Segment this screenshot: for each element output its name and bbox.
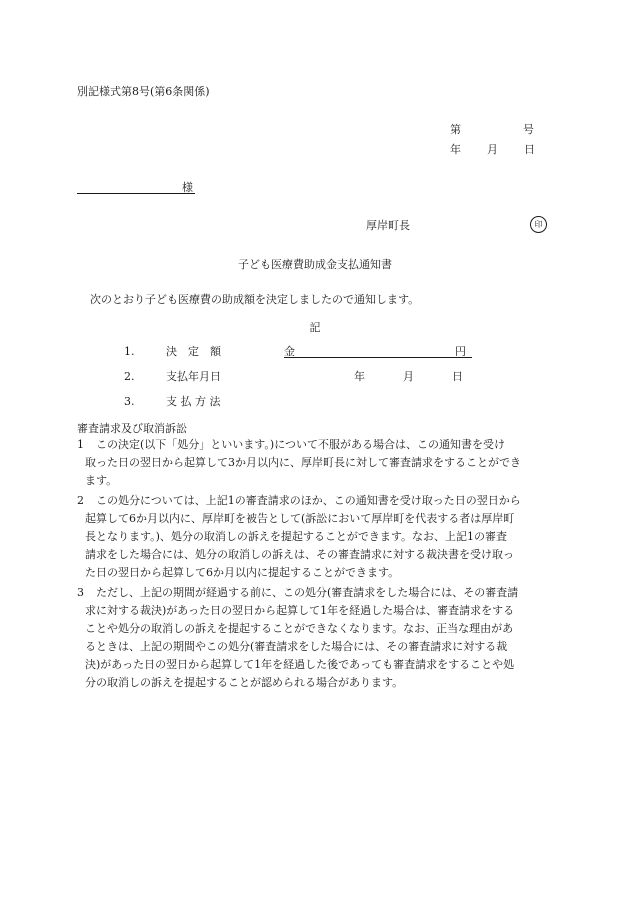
appeal-paragraph-1 (77, 436, 557, 490)
item-2-number: 2. (124, 370, 135, 383)
amount-en: 円 (455, 345, 466, 358)
item-3-label: 支 払 方 法 (166, 395, 221, 408)
issue-date-year: 年 (450, 143, 461, 156)
paragraph-1-line-3: ます。 (85, 474, 118, 487)
payment-day: 日 (452, 370, 463, 383)
document-title: 子ども医療費助成金支払通知書 (238, 258, 392, 271)
item-1-number: 1. (124, 345, 135, 358)
paragraph-2-line-1: この処分については、上記1の審査請求のほか、この通知書を受け取った日の翌日から (85, 494, 521, 507)
addressee-suffix: 様 (182, 181, 193, 194)
intro-text: 次のとおり子ども医療費の助成額を決定しましたので通知します。 (90, 293, 420, 306)
issuer-name: 厚岸町長 (366, 219, 410, 232)
paragraph-3-line-1: ただし、上記の期間が経過する前に、この処分(審査請求をした場合には、その審査請 (85, 586, 519, 599)
ki-heading: 記 (309, 321, 321, 334)
paragraph-2-line-2: 起算して6か月以内に、厚岸町を被告として(訴訟において厚岸町を代表する者は厚岸町 (85, 512, 515, 525)
paragraph-1-line-1: この決定(以下「処分」といいます。)について不服がある場合は、この通知書を受け (85, 438, 505, 451)
paragraph-2-line-5: た日の翌日から起算して6か月以内に提起することができます。 (85, 566, 400, 579)
addressee-field (77, 182, 195, 194)
issue-date-line (450, 144, 535, 155)
paragraph-3-line-2: 求に対する裁決)があった日の翌日から起算して1年を経過した場合は、審査請求をする (85, 604, 515, 617)
paragraph-2-line-4: 請求をした場合には、処分の取消しの訴えは、その審査請求に対する裁決書を受け取っ (85, 548, 514, 561)
seal-mark: 印 (530, 216, 547, 233)
paragraph-3-line-6: 分の取消しの訴えを提起することが認められる場合があります。 (85, 676, 404, 689)
paragraph-1-number: 1 (77, 438, 84, 451)
appeal-paragraph-2 (77, 492, 557, 582)
number-prefix: 第 (450, 123, 461, 136)
item-2-label: 支払年月日 (166, 370, 221, 383)
issue-date-day: 日 (524, 143, 535, 156)
document-number-line (450, 124, 534, 135)
paragraph-3-line-3: ことや処分の取消しの訴えを提起することができなくなります。なお、正当な理由があ (85, 622, 514, 635)
paragraph-2-line-3: 長となります。)、処分の取消しの訴えを提起することができます。なお、上記1の審査 (85, 530, 508, 543)
payment-month: 月 (403, 370, 414, 383)
issue-date-month: 月 (487, 143, 498, 156)
amount-field (284, 346, 472, 358)
item-1-label: 決 定 額 (166, 345, 221, 358)
paragraph-3-line-5: 決)があった日の翌日から起算して1年を経過した後であっても審査請求をすることや処 (85, 658, 515, 671)
payment-date (354, 371, 463, 382)
appeal-paragraph-3 (77, 584, 557, 692)
payment-year: 年 (354, 370, 365, 383)
paragraph-3-line-4: るときは、上記の期間やこの処分(審査請求をした場合には、その審査請求に対する裁 (85, 640, 508, 653)
amount-kin: 金 (284, 345, 295, 358)
form-label: 別記様式第8号(第6条関係) (77, 85, 210, 98)
paragraph-1-line-2: 取った日の翌日から起算して3か月以内に、厚岸町長に対して審査請求をすることができ (85, 456, 521, 469)
paragraph-2-number: 2 (77, 494, 84, 507)
number-suffix: 号 (523, 123, 534, 136)
paragraph-3-number: 3 (77, 586, 84, 599)
item-3-number: 3. (124, 395, 135, 408)
appeal-section-title: 審査請求及び取消訴訟 (77, 422, 187, 435)
